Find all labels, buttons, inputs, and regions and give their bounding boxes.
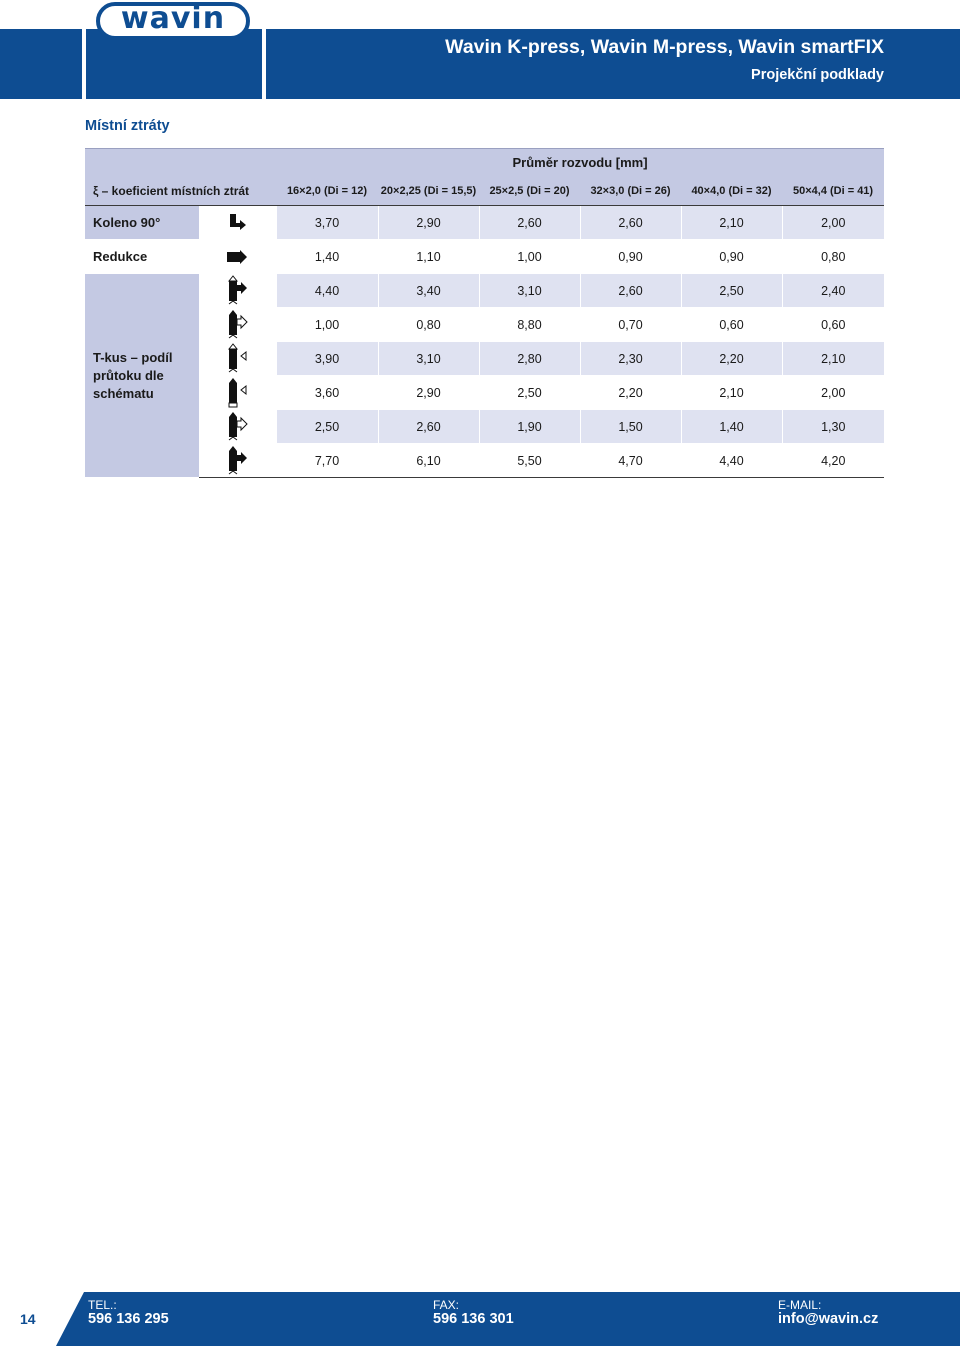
elbow-icon [199, 206, 276, 240]
table-cell: 1,10 [378, 240, 479, 274]
tee-flow-icon [199, 308, 276, 342]
table-caption-row [85, 149, 884, 177]
tee-flow-icon [199, 410, 276, 444]
tee-flow-icon [199, 444, 276, 478]
table-cell: 2,50 [276, 410, 378, 444]
table-cell: 0,90 [681, 240, 782, 274]
table-cell: 2,90 [378, 206, 479, 240]
page-title: Wavin K-press, Wavin M-press, Wavin smartFIX [445, 36, 884, 58]
table-cell: 2,60 [378, 410, 479, 444]
tee-flow-icon [199, 274, 276, 308]
column-header: 16×2,0 (Di = 12) [276, 176, 378, 206]
table-cell: 2,60 [580, 206, 681, 240]
table-cell: 3,10 [378, 342, 479, 376]
table-cell: 1,00 [479, 240, 580, 274]
table-cell: 2,60 [580, 274, 681, 308]
xi-label: ξ – koeficient místních ztrát [85, 176, 276, 206]
table-cell: 1,50 [580, 410, 681, 444]
table-header-row [85, 176, 884, 206]
table-row-tkus [85, 342, 884, 376]
tel-value: 596 136 295 [88, 1311, 169, 1327]
logo-text: wavin [120, 1, 226, 36]
tkus-label: T-kus – podíl průtoku dle schématu [85, 274, 199, 478]
table-caption: Průměr rozvodu [mm] [276, 149, 884, 177]
table-cell: 2,10 [782, 342, 884, 376]
table-cell: 3,40 [378, 274, 479, 308]
table-cell: 1,30 [782, 410, 884, 444]
table-cell: 7,70 [276, 444, 378, 478]
table-cell: 1,40 [681, 410, 782, 444]
table-cell: 0,90 [580, 240, 681, 274]
table-cell: 2,20 [681, 342, 782, 376]
local-losses-table [85, 148, 884, 478]
table-row-koleno [85, 206, 884, 240]
table-cell: 2,50 [479, 376, 580, 410]
table-cell: 5,50 [479, 444, 580, 478]
table-cell: 2,40 [782, 274, 884, 308]
table-row-tkus [85, 308, 884, 342]
table-cell: 2,90 [378, 376, 479, 410]
table-cell: 3,10 [479, 274, 580, 308]
tee-flow-icon [199, 376, 276, 410]
table-cell: 0,80 [378, 308, 479, 342]
section-title: Místní ztráty [85, 118, 170, 134]
tee-flow-icon [199, 342, 276, 376]
row-label: Koleno 90° [85, 206, 199, 240]
table-cell: 2,10 [681, 206, 782, 240]
table-row-redukce [85, 240, 884, 274]
row-label: Redukce [85, 240, 199, 274]
table-cell: 2,00 [782, 206, 884, 240]
email-label: E-MAIL: [778, 1298, 822, 1312]
table-cell: 4,40 [681, 444, 782, 478]
table-cell: 3,60 [276, 376, 378, 410]
column-header: 20×2,25 (Di = 15,5) [378, 176, 479, 206]
table-cell: 0,60 [782, 308, 884, 342]
table-cell: 8,80 [479, 308, 580, 342]
table-cell: 2,30 [580, 342, 681, 376]
table-cell: 0,60 [681, 308, 782, 342]
column-header: 50×4,4 (Di = 41) [782, 176, 884, 206]
wavin-logo [96, 2, 250, 40]
table-cell: 4,40 [276, 274, 378, 308]
header-block-left [0, 29, 82, 99]
table-cell: 2,60 [479, 206, 580, 240]
tel-label: TEL.: [88, 1298, 117, 1312]
reducer-icon [199, 240, 276, 274]
table-row-tkus [85, 444, 884, 478]
fax-value: 596 136 301 [433, 1311, 514, 1327]
table-cell: 2,10 [681, 376, 782, 410]
fax-label: FAX: [433, 1298, 460, 1312]
table-cell: 2,20 [580, 376, 681, 410]
table-cell: 4,20 [782, 444, 884, 478]
table-cell: 0,70 [580, 308, 681, 342]
table-cell: 2,80 [479, 342, 580, 376]
column-header: 40×4,0 (Di = 32) [681, 176, 782, 206]
table-cell: 4,70 [580, 444, 681, 478]
page-subtitle: Projekční podklady [751, 67, 884, 83]
column-header: 32×3,0 (Di = 26) [580, 176, 681, 206]
table-cell: 1,90 [479, 410, 580, 444]
table-cell: 3,90 [276, 342, 378, 376]
caption-spacer [85, 149, 276, 177]
table-cell: 1,00 [276, 308, 378, 342]
page-number: 14 [20, 1311, 36, 1327]
email-link[interactable]: info@wavin.cz [778, 1311, 879, 1327]
table-cell: 6,10 [378, 444, 479, 478]
table-cell: 3,70 [276, 206, 378, 240]
table-row-tkus [85, 410, 884, 444]
table-cell: 0,80 [782, 240, 884, 274]
table-row-tkus [85, 274, 884, 308]
table-cell: 1,40 [276, 240, 378, 274]
table-cell: 2,00 [782, 376, 884, 410]
table-row-tkus [85, 376, 884, 410]
column-header: 25×2,5 (Di = 20) [479, 176, 580, 206]
table-cell: 2,50 [681, 274, 782, 308]
